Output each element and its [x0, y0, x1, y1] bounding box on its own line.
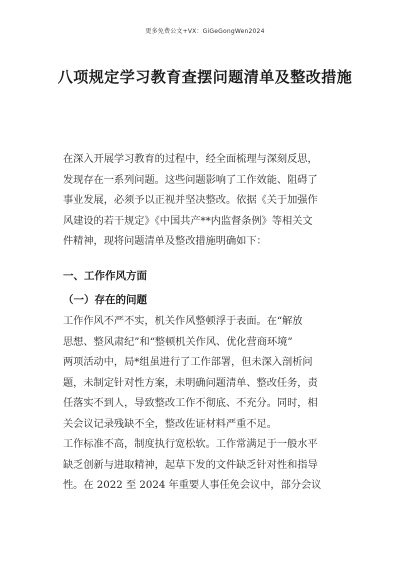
intro-line: 在深入开展学习教育的过程中，经全面梳理与深刻反思， — [63, 154, 318, 165]
problem-paragraph-2 — [63, 435, 353, 497]
paragraph-line: 思想、整风肃纪”和“整顿机关作风、优化营商环境” — [63, 336, 293, 348]
paragraph-line: 两项活动中，局*组虽进行了工作部署，但未深入剖析问 — [63, 357, 313, 368]
paragraph-line: 缺乏创新与进取精神，起草下发的文件缺乏针对性和指导 — [63, 459, 318, 471]
intro-line: 风建设的若干规定》《中国共产**内监督条例》等相关文 — [63, 215, 313, 227]
intro-line: 事业发展，必须予以正视并坚决整改。依据《关于加强作 — [63, 195, 318, 206]
header-note: 更多免费公文+VX：GiGeGongWen2024 — [145, 28, 265, 35]
paragraph-line: 任落实不到人，导致整改工作不彻底、不充分。同时，相 — [63, 398, 318, 409]
problem-paragraph-1 — [63, 312, 353, 435]
paragraph-line: 关会议记录残缺不全，整改佐证材料严重不足。 — [63, 418, 277, 430]
intro-paragraph — [63, 150, 353, 253]
paragraph-line: 性。在 2022 至 2024 年重要人事任免会议中，部分会议 — [63, 480, 322, 491]
intro-line: 发现存在一系列问题。这些问题影响了工作效能、阻碍了 — [63, 174, 318, 186]
section-heading: 一、工作作风方面 — [63, 270, 147, 282]
document-title: 八项规定学习教育查摆问题清单及整改措施 — [57, 68, 353, 86]
subsection-heading: （一）存在的问题 — [63, 294, 147, 306]
paragraph-line: 工作标准不高，制度执行宽松软。工作常满足于一般水平 — [63, 439, 318, 450]
paragraph-line: 题，未制定针对性方案，未明确问题清单、整改任务，责 — [63, 377, 318, 389]
intro-line: 件精神，现将问题清单及整改措施明确如下： — [63, 236, 267, 247]
paragraph-line: 工作作风不严不实，机关作风整顿浮于表面。在“解放 — [63, 316, 303, 327]
